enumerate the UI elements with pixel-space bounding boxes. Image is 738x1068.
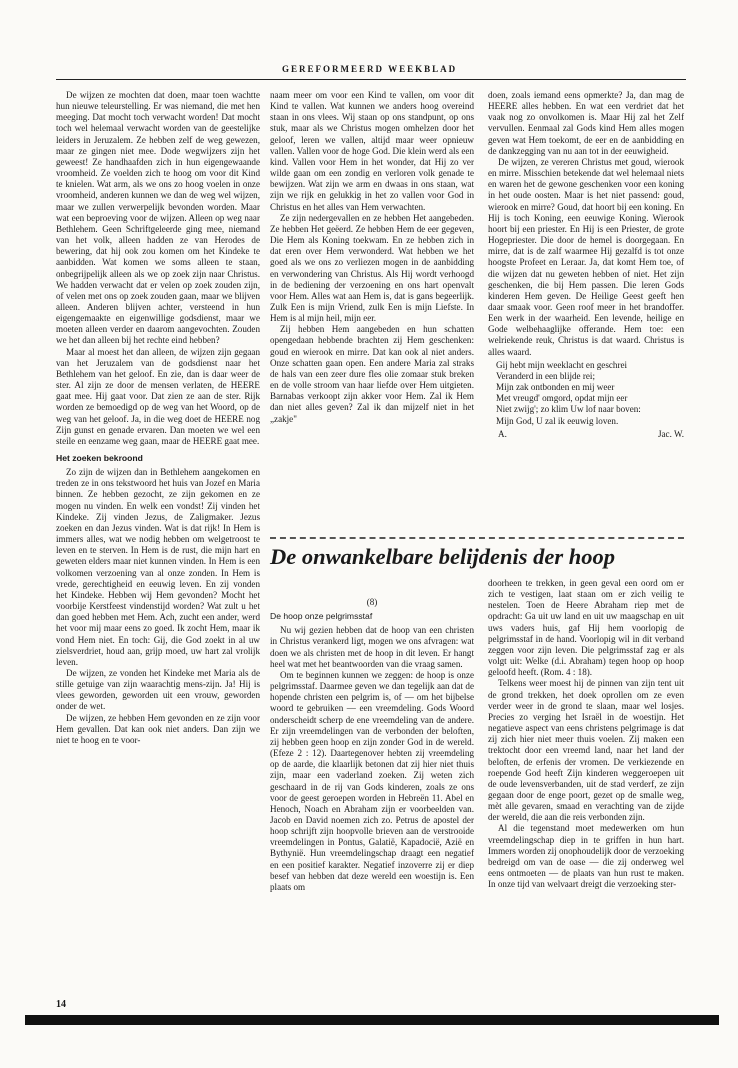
signature [488, 429, 684, 440]
page-header: GEREFORMEERD WEEKBLAD [282, 64, 458, 74]
signature-left: A. [498, 428, 507, 439]
poem-line: Met vreugd' omgord, opdat mijn eer [496, 393, 628, 404]
paragraph: doorheen te trekken, in geen geval een oord om er zich te vestigen, laat staan om er zich veilig te nestelen. Toen de Heere Abraham riep met de opdracht: Ga uit uw land en uit uw maagschap en uit uws vaders huis, gaf Hij hem voorlopig de pelgrimsstaf in de hand. Voorlopig wil in dit verband zeggen voor zijn leven. Die pelgrimsstaf zag er als volgt uit: Welke (d.i. Abraham) tegen hoop op hoop geloofd heeft. (Rom. 4 : 18). [488, 578, 684, 678]
poem-line: Mijn God, U zal ik eeuwig loven. [496, 415, 619, 426]
header-rule [56, 79, 686, 80]
article-number: (8) [366, 597, 378, 607]
article-separator [270, 537, 684, 539]
paragraph: De wijzen, ze vonden het Kindeke met Maria als de stille getuige van zijn waarachtig mens-zijn. Ja! Hij is vlees geworden, geworden uit een vrouw, geworden onder de wet. [56, 667, 260, 712]
paragraph: Zij hebben Hem aangebeden en hun schatten opengedaan hebbende brachten zij Hem geschenken: goud en wierook en mirre. Dat kan ook al niet anders. Onze schatten gaan open. Een andere Maria zal straks de hals van een zeer dure fles olie zomaar stuk breken en de volle stroom van haar liefde over Hem uitgieten. Barnabas verkoopt zijn akker voor Hem. Zal ik Hem dan niet alles geven? Zal ik dan mijzelf niet in het „zakje" [270, 324, 474, 424]
paragraph: doen, zoals iemand eens opmerkte? Ja, dan mag de HEERE alles hebben. En wat een verdriet dat het vaak nog zo onvolkomen is. Maar Hij zal het Zelf vervullen. Eenmaal zal Gods kind Hem alles mogen geven wat Hem toekomt, de eer en de aanbidding en de dankzegging van nu aan tot in der eeuwigheid. [488, 90, 684, 156]
poem-line: Mijn zak ontbonden en mij weer [496, 382, 615, 393]
paragraph: Al die tegenstand moet medewerken om hun vreemdelingschap diep in te griffen in hun hart. Immers worden zij onophoudelijk door de verzoeking bedreigd om van de oase — die zij onderweg wel eens ontmoeten — de plaats van hun rust te maken. In onze tijd van welvaart dreigt die verzoeking ster- [488, 823, 684, 890]
paragraph: Maar al moest het dan alleen, de wijzen zijn gegaan van het Jeruzalem van de godsdienst naar het Bethlehem van het geloof. En zie, dan is daar weer de ster. Al zijn ze door de mensen verlaten, de HEERE gaat mee. Hij gaat voor. Dat zien ze aan de ster. Rijk worden ze bemoedigd op de weg van het Woord, op de weg van het geloof. Ja, in die weg doet de HEERE nog Zijn gunst en genade ervaren. Dan moeten we wel een steile en eenzame weg gaan, maar de HEERE gaat mee. [56, 346, 260, 446]
signature-right: Jac. W. [657, 428, 684, 439]
paragraph: Ze zijn nedergevallen en ze hebben Het aangebeden. Ze hebben Het geëerd. Ze hebben Hem de eer gegeven, Die Hem als Koning toekwam. En ze hebben zich in dat eren over Hem verwonderd. Wat hebben we het goed als we ons zo verliezen mogen in de aanbidding en verwondering van Christus. Als Hij wordt verhoogd in de bediening der verzoening en ons hart openvalt voor Hem. Alles wat aan Hem is, dat is gans begeerlijk. Zulk Een is mijn Vriend, zulk Een is mijn Liefste. In Hem is al mijn heil, mijn eer. [270, 212, 474, 324]
paragraph: Nu wij gezien hebben dat de hoop van een christen in Christus verankerd ligt, mogen we ons afvragen: wat doen we als christen met de hoop in dit leven. Er hangt heel wat met het beantwoorden van die vraag samen. [270, 625, 474, 669]
paragraph: De wijzen, ze hebben Hem gevonden en ze zijn voor Hem gevallen. Dat kan ook niet anders. Dan zijn we niet te hoog en te voor- [56, 712, 260, 745]
paragraph: Om te beginnen kunnen we zeggen: de hoop is onze pelgrimsstaf. Daarmee geven we dan tegelijk aan dat de hopende christen een pelgrim is, of — om het bijbelse woord te gebruiken — een vreemdeling. Gods Woord onderscheidt scherp de ene vreemdeling van de andere. Er zijn vreemdelingen van de verbonden der beloften, zij hebben geen hoop en zijn zonder God in de wereld. (Efeze 2 : 12). Daartegenover hebten zij vreemdeling op de aarde, die klaarlijk betonen dat zij hier niet thuis zijn, maar een vaderland zoeken. Zij weten zich geschaard in de rij van Gods kinderen, zoals ze ons voor de geest geroepen worden in Hebreën 11. Abel en Henoch, Noach en Abraham zijn er voorbeelden van. Jacob en David noemen zich zo. Petrus de apostel der hoop schrijft zijn hoopvolle brieven aan de verstrooide vreemdelingen in Pontus, Galatië, Kapadocië, Azië en Bythynië. Hun vreemdelingschap draagt een negatief en een positief karakter. Negatief inzoverre zij er diep besef van hebben dat deze wereld een woestijn is. Een plaats om [270, 669, 474, 892]
poem [496, 360, 684, 427]
paragraph: De wijzen ze mochten dat doen, maar toen wachtte hun nieuwe teleurstelling. Er was niemand, die met hen meeging. Dat mocht toch verwacht worden! Dat mocht toch wel helemaal verwacht worden van de geestelijke leiders in Jeruzalem. Ze hebben zelf de weg gewezen, maar ze gingen niet mee. Dode wegwijzers zijn het geweest! Ze handhaafden zich in hun eigengewaande vroomheid. Ze voelden zich te hoog om voor dit Kind te knielen. Wat arm, als we ons zo hoog voelen in onze vroomheid, anderen kunnen we dan de weg wel wijzen, maar we zullen verwerpelijk bevonden worden. Maar wat een beproeving voor de wijzen. Alleen op weg naar Bethlehem. Geen Schriftgeleerde ging mee, niemand van het volk, alleen hadden ze van Herodes de bewering, dat hij ook zou komen om het Kindeke te aanbidden. Wat komen we soms alleen te staan, onbegrijpelijk alleen als we op zoek zijn naar Christus. We hadden verwacht dat er velen op zoek zouden zijn, of velen met ons op zoek zouden gaan, maar we blijven alleen. Anderen blijven achter, versteend in hun eigengemaakte en eigenwillige godsdienst, maar we moeten alleen verder en daarom aangevochten. Zouden we het dan alleen bij het rechte eind hebben? [56, 90, 260, 346]
article-title: De onwankelbare belijdenis der hoop [270, 544, 616, 569]
bottom-border [25, 1015, 719, 1025]
paragraph: Zo zijn de wijzen dan in Bethlehem aangekomen en treden ze in ons tekstwoord het huis van Jozef en Maria binnen. Ze hebben gezocht, ze zijn gekomen en ze mogen nu vinden. En welk een vondst! Zij vinden het Kindeke. Zij vinden Jezus, de Zaligmaker. Jezus zoeken en dan Jezus vinden. Wat is dat rijk! In Hem is immers alles, wat we nodig hebben om welgetroost te leven en te sterven. In Hem is de rust, die mijn hart en geweten elders maar niet kunnen vinden. In Hem is een volkomen verzoening van al onze zonden. In Hem is vrede, gerechtigheid en eeuwig leven. En zij vonden het Kindeke. Hebben wij Hem gevonden? Mocht het voorbije Kerstfeest vindenstijd worden? Wat zult u het dan goed hebben met Hem. Ach, zucht een ander, werd het voor mij maar eens zo goed. Ik zocht Hem, maar ik vond Hem niet. En toch: Gij, die God zoekt in al uw zielsverdriet, houd aan, grijp moed, uw hart zal vrolijk leven. [56, 467, 260, 667]
poem-line: Niet zwijg'; zo klim Uw lof naar boven: [496, 404, 641, 415]
paragraph: De wijzen, ze vereren Christus met goud, wierook en mirre. Misschien betekende dat wel helemaal niets en waren het de gewone geschenken voor een koning in het oude oosten. Maar is het niet passend: goud, wierook en mirre? Goud, dat hoort bij een koning. En Hij is toch Koning, een eeuwige Koning. Wierook hoort bij een priester. En Hij is een Priester, de grote Hogepriester. Die door de hemel is doorgegaan. En mirre, dat is de zalf waarmee Hij gezalfd is tot onze hoogste Profeet en Leraar. Ja, dat komt Hem toe, of die wijzen dat nu geweten hebben of niet. Het zijn geschenken, die bij Hem passen. Die leren Gods kinderen Hem geven. De Heilige Geest geeft hen daar smaak voor. Geen roof meer in het brandoffer. Een werk in der waarheid. Een levende, heilige en Gode welbehaaglijke offerande. Hem toe: een welriekende reuk, Christus is dat waard. Christus is alles waard. [488, 156, 684, 357]
poem-line: Veranderd in een blijde rei; [496, 370, 595, 381]
column-3 [488, 90, 684, 440]
paragraph: Telkens weer moest hij de pinnen van zijn tent uit de grond trekken, het doek oprollen om ze even verder weer in de grond te slaan, maar wel losjes. Precies zo verging het Israël in de woestijn. Het negatieve aspect van eens christens pelgrimage is dat zij zich hier niet meer thuis voelen. Zij maken een trektocht door een vreemd land, naar het land der beloften, de erfenis der vromen. De verkiezende en roepende God heeft Zijn kinderen weggeroepen uit de oude levensverbanden, uit de stad verderf, ze zijn gegaan door de enge poort, gezet op de smalle weg, mèt alle gevaren, smaad en verachting van de zijde der wereld, die aan die reis verbonden zijn. [488, 678, 684, 823]
section-heading: De hoop onze pelgrimsstaf [270, 611, 373, 622]
paragraph: naam meer om voor een Kind te vallen, om voor dit Kind te vallen. Wat kunnen we anders hoog overeind staan in ons vlees. Wij staan op ons standpunt, op ons stuk, maar als we Christus mogen omhelzen door het geloof, leren we vallen, altijd maar weer opnieuw vallen. Vallen voor de hoge God. Die klein werd als een kind. Vallen voor Hem in het wonder, dat Hij zo ver wilde gaan om een zondig en verloren volk genade te bewijzen. Wat zijn we arm en dwaas in ons staan, wat zijn we rijk en gelukkig in het zo vallen voor God in Christus en het alles van Hem verwachten. [270, 90, 474, 212]
poem-line: Gij hebt mijn weeklacht en geschrei [496, 359, 628, 370]
column-1 [56, 90, 260, 746]
article2-column-left [270, 597, 474, 893]
section-heading: Het zoeken bekroond [56, 453, 143, 463]
column-2 [270, 90, 474, 425]
page-number: 14 [56, 999, 66, 1010]
article2-column-right [488, 578, 684, 890]
